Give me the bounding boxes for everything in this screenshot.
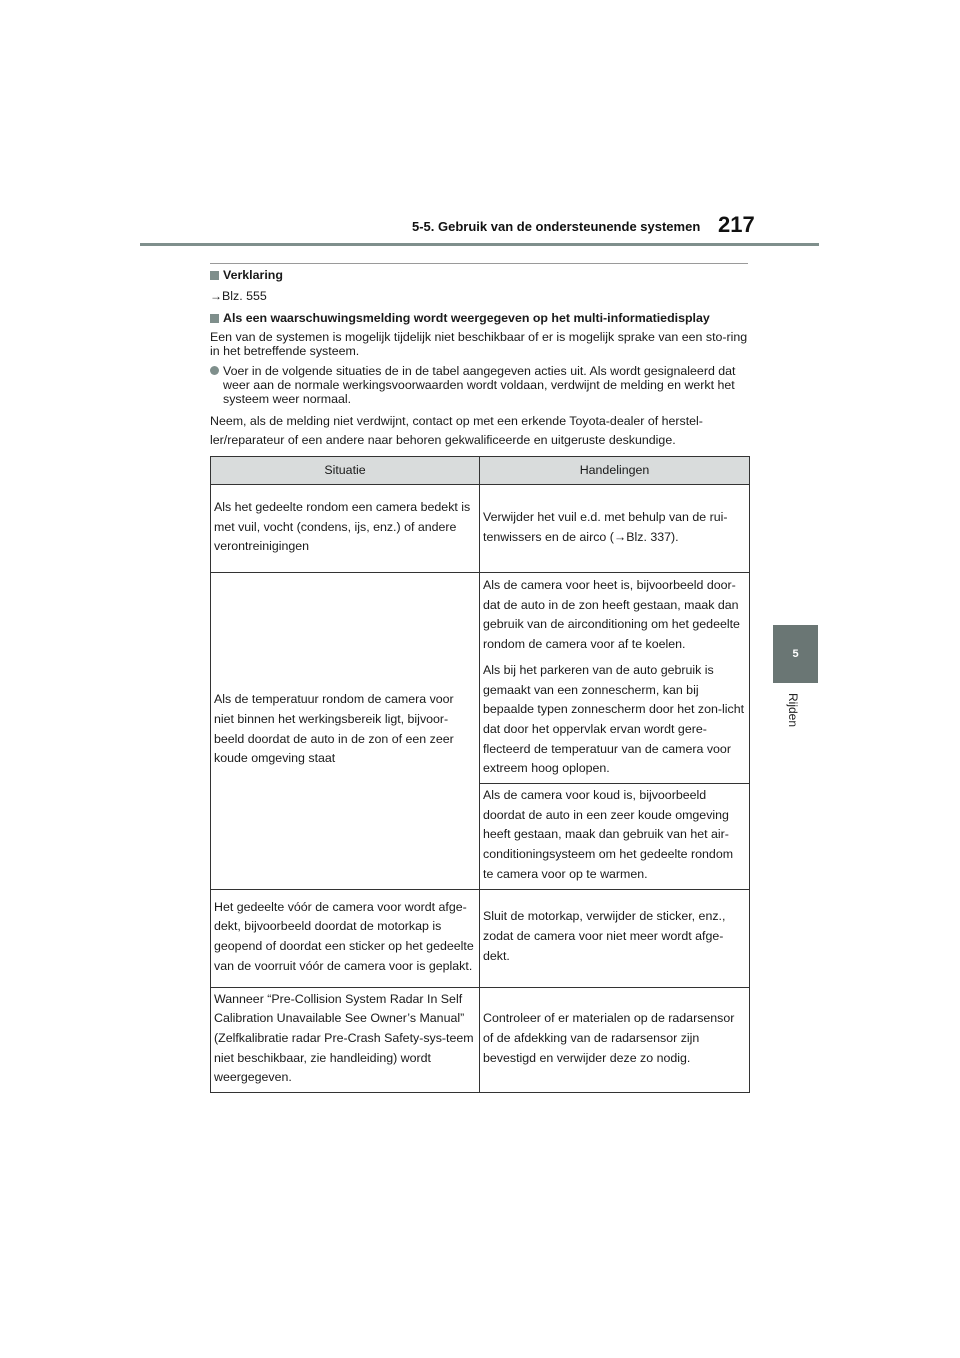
chapter-tab (773, 625, 818, 683)
action-cell: Sluit de motorkap, verwijder de sticker, enz., zodat de camera voor niet meer wordt afge-dekt. (480, 889, 750, 987)
table-header-row (211, 457, 750, 485)
reference-line (210, 289, 750, 303)
square-bullet-icon (210, 271, 219, 280)
situation-cell: Het gedeelte vóór de camera voor wordt afge-dekt, bijvoorbeeld doordat de motorkap is geopend of doordat een sticker op het gedeelte van de voorruit vóór de camera voor is geplakt. (211, 889, 480, 987)
table-row (211, 889, 750, 987)
table-row (211, 987, 750, 1093)
action-cell: Verwijder het vuil e.d. met behulp van de rui-tenwissers en de airco (→Blz. 337). (480, 485, 750, 573)
heading-verklaring (210, 268, 750, 282)
content (210, 268, 750, 450)
intro-paragraph: Een van de systemen is mogelijk tijdelijk niet beschikbaar of er is mogelijk sprake van een sto-ring in het betreffende systeem. (210, 330, 748, 358)
table-row (211, 573, 750, 784)
table-row (211, 485, 750, 573)
header-situatie: Situatie (211, 457, 480, 485)
page-number: 217 (718, 212, 755, 237)
situation-cell: Als het gedeelte rondom een camera bedekt is met vuil, vocht (condens, ijs, enz.) of andere verontreinigingen (211, 485, 480, 573)
action-cell (480, 573, 750, 784)
situation-cell: Als de temperatuur rondom de camera voor niet binnen het werkingsbereik ligt, bijvoor-beeld doordat de auto in de zon of een zeer koude omgeving staat (211, 573, 480, 890)
action-cell: Controleer of er materialen op de radarsensor of de afdekking van de radarsensor zijn bevestigd en verwijder deze zo nodig. (480, 987, 750, 1093)
section-title: 5-5. Gebruik van de ondersteunende systemen (412, 219, 701, 234)
action-cell: Als de camera voor koud is, bijvoorbeeld doordat de auto in een zeer koude omgeving heeft gestaan, maak dan gebruik van het air-conditioningsysteem om het gedeelte rondom te camera voor op te warmen. (480, 784, 750, 890)
chapter-number: 5 (792, 648, 799, 660)
situation-cell: Wanneer “Pre-Collision System Radar In Self Calibration Unavailable See Owner’s Manual” (Zelfkalibratie radar Pre-Crash Safety-sys-teem niet beschikbaar, zie handleiding) wordt weergegeven. (211, 987, 480, 1093)
arrow-right-icon: → (210, 289, 222, 303)
circle-bullet-icon (210, 366, 219, 375)
dealer-paragraph: Neem, als de melding niet verdwijnt, contact op met een erkende Toyota-dealer of herstel-ler/reparateur of een andere naar behoren gekwalificeerde en uitgeruste deskundige. (210, 414, 703, 447)
heading-text: Als een waarschuwingsmelding wordt weergegeven op het multi-informatiedisplay (223, 311, 710, 325)
content-rule (210, 263, 748, 264)
header-handelingen: Handelingen (480, 457, 750, 485)
actions-table (210, 456, 750, 1093)
table (210, 456, 750, 1093)
bullet-text: Voer in de volgende situaties de in de tabel aangegeven acties uit. Als wordt gesignaleerd dat weer aan de normale werkingsvoorwaarden wordt voldaan, verdwijnt de melding en werkt het systeem weer normaal. (223, 364, 736, 406)
bullet-item (210, 364, 750, 406)
heading-text: Verklaring (223, 268, 283, 282)
page-reference: Blz. 555 (222, 289, 267, 303)
action-paragraph: Als bij het parkeren van de auto gebruik is gemaakt van een zonnescherm, kan bij bepaalde typen zonnescherm door het zon-licht dat door het oppervlak ervan wordt gere-flecteerd de temperatuur van de camera voor extreem hoog oplopen. (483, 662, 745, 776)
header-rule (140, 243, 819, 246)
action-paragraph: Als de camera voor heet is, bijvoorbeeld door-dat de auto in de zon heeft gestaan, maak dan gebruik van de airconditioning om het gedeelte rondom de camera voor af te koelen. (483, 578, 740, 652)
square-bullet-icon (210, 314, 219, 323)
chapter-label: Rijden (786, 693, 800, 728)
heading-warning (210, 311, 750, 325)
